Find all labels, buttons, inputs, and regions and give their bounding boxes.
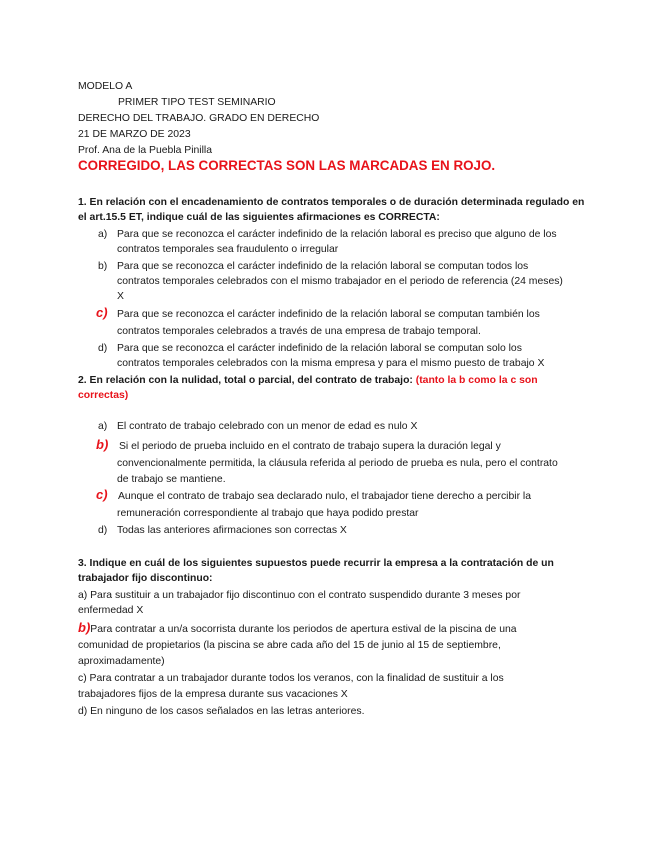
professor-name: Prof. Ana de la Puebla Pinilla [78,145,213,156]
q1-option-d-line1: Para que se reconozca el carácter indefinido de la relación laboral se computan solo los [117,343,522,354]
q1-option-a-line1: Para que se reconozca el carácter indefinido de la relación laboral es preciso que alguno de los [117,229,557,240]
q2-option-b-label-correct: b) [96,437,109,452]
q2-stem-line1 [78,374,538,388]
q1-option-b-line2: contratos temporales celebrados con el mismo trabajador en el periodo de referencia (24 meses) [117,276,563,287]
q1-option-b-line1: Para que se reconozca el carácter indefinido de la relación laboral se computan todos los [117,261,529,272]
q3-option-d-line1: d) En ninguno de los casos señalados en las letras anteriores. [78,706,365,717]
q3-option-b-line1 [78,621,517,637]
q1-option-b-label: b) [98,261,108,272]
q3-option-b-line3: aproximadamente) [78,656,165,667]
q2-option-d-label: d) [98,525,108,536]
model-label: MODELO A [78,81,133,92]
q3-stem-line1: 3. Indique en cuál de los siguientes supuestos puede recurrir la empresa a la contratación de un [78,558,554,569]
q3-option-b-line2: comunidad de propietarios (la piscina se abre cada año del 15 de junio al 15 de septiembre, [78,640,501,651]
correction-note: CORREGIDO, LAS CORRECTAS SON LAS MARCADAS EN ROJO. [78,158,496,173]
q1-option-a-line2: contratos temporales sea fraudulento o irregular [117,244,339,255]
q3-option-c-line1: c) Para contratar a un trabajador durante todos los veranos, con la finalidad de sustituir a los [78,673,504,684]
q1-option-c-line2: contratos temporales celebrados a través de una empresa de trabajo temporal. [117,326,481,337]
q2-option-a-label: a) [98,421,108,432]
q3-option-b-text: Para contratar a un/a socorrista durante los periodos de apertura estival de la piscina de una [90,624,517,635]
q2-option-c-line2: remuneración correspondiente al trabajo que haya podido prestar [117,508,419,519]
exam-date: 21 DE MARZO DE 2023 [78,129,191,140]
q2-option-b-line1: Si el periodo de prueba incluido en el contrato de trabajo supera la duración legal y [119,441,501,452]
course-title: DERECHO DEL TRABAJO. GRADO EN DERECHO [78,113,320,124]
q1-stem-line2: el art.15.5 ET, indique cuál de las siguientes afirmaciones es CORRECTA: [78,212,440,223]
q2-option-b-line3: de trabajo se mantiene. [117,474,226,485]
q1-option-b-line3: X [117,291,124,302]
q1-option-c-label-correct: c) [96,305,108,320]
q3-option-b-label-correct: b) [78,620,91,635]
test-title: PRIMER TIPO TEST SEMINARIO [118,97,276,108]
q1-stem-line1: 1. En relación con el encadenamiento de contratos temporales o de duración determinada regulado en [78,197,585,208]
q2-stem-text: 2. En relación con la nulidad, total o parcial, del contrato de trabajo: [78,375,413,386]
q1-option-d-line2: contratos temporales celebrados con la misma empresa y para el mismo puesto de trabajo X [117,358,545,369]
q2-option-a-line1: El contrato de trabajo celebrado con un menor de edad es nulo X [117,421,418,432]
q2-option-d-line1: Todas las anteriores afirmaciones son correctas X [117,525,347,536]
q3-option-c-line2: trabajadores fijos de la empresa durante sus vacaciones X [78,689,348,700]
q3-option-a-line1: a) Para sustituir a un trabajador fijo discontinuo con el contrato suspendido durante 3 meses por [78,590,521,601]
q3-stem-line2: trabajador fijo discontinuo: [78,573,213,584]
q2-option-c-label-correct: c) [96,487,108,502]
q2-correct-note-line1: (tanto la b como la c son [415,375,538,386]
q1-option-c-line1: Para que se reconozca el carácter indefinido de la relación laboral se computan también los [117,309,540,320]
q3-option-a-line2: enfermedad X [78,605,144,616]
q2-option-c-line1: Aunque el contrato de trabajo sea declarado nulo, el trabajador tiene derecho a percibir la [118,491,532,502]
q1-option-a-label: a) [98,229,108,240]
q2-option-b-line2: convencionalmente permitida, la cláusula referida al periodo de prueba es nula, pero el contrato [117,458,558,469]
q2-correct-note-line2: correctas) [78,390,129,401]
q1-option-d-label: d) [98,343,108,354]
